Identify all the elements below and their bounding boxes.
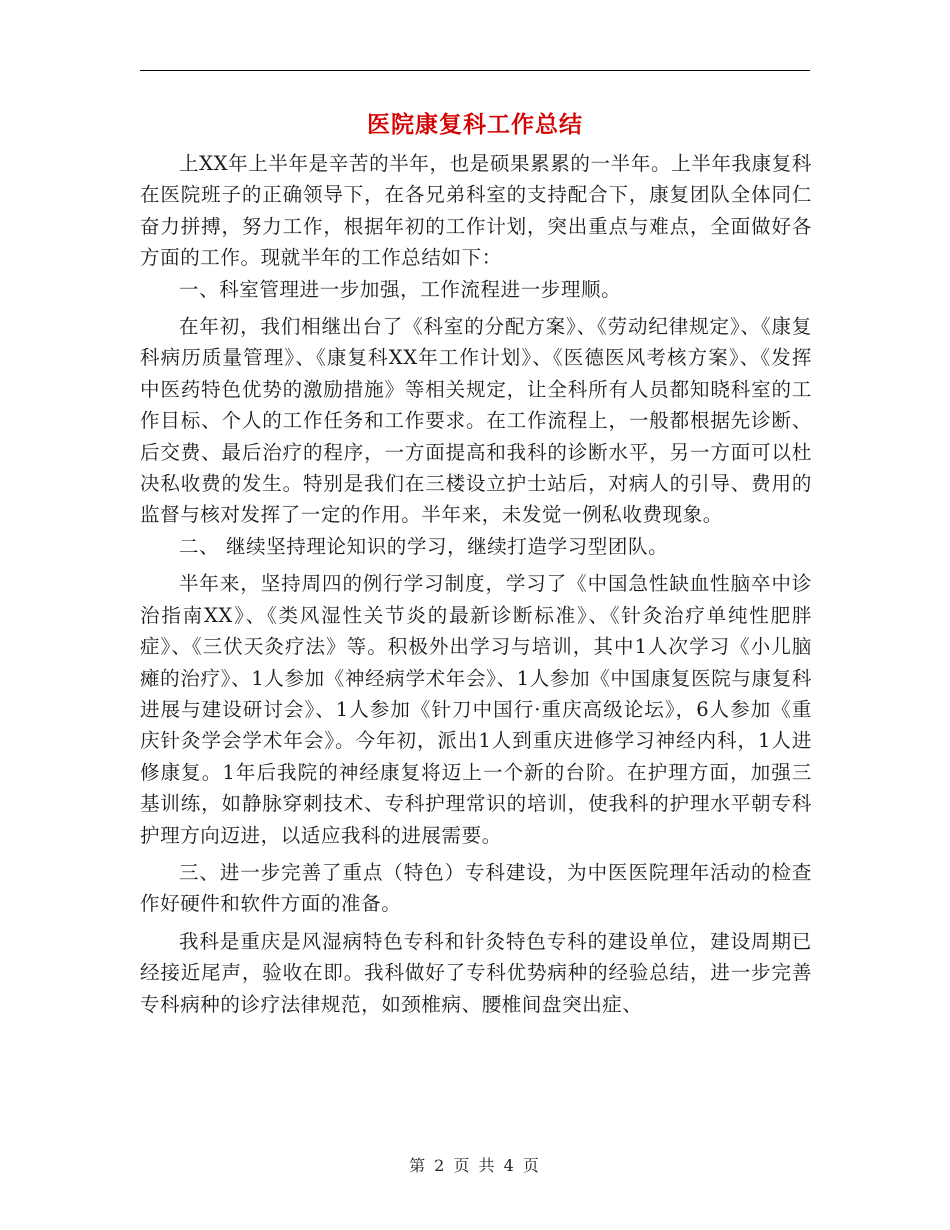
section-heading-1: 一、科室管理进一步加强，工作流程进一步理顺。: [179, 277, 622, 301]
section-heading-3: 三、进一步完善了重点（特色）专科建设，为中医医院理年活动的检查作好硬件和软件方面的准备。: [140, 860, 812, 916]
paragraph-section-1: 在年初，我们相继出台了《科室的分配方案》、《劳动纪律规定》、《康复科病历质量管理》、《康复科XX年工作计划》、《医德医风考核方案》、《发挥中医药特色优势的激励措施》等相关规定，让全科所有人员都知晓科室的工作目标、个人的工作任务和工作要求。在工作流程上，一般都根据先诊断、后交费、最后治疗的程序，一方面提高和我科的诊断水平，另一方面可以杜决私收费的发生。特别是我们在三楼设立护士站后，对病人的引导、费用的监督与核对发挥了一定的作用。半年来，未发觉一例私收费现象。: [140, 315, 812, 527]
section-heading-2: 二、 继续坚持理论知识的学习，继续打造学习型团队。: [179, 534, 669, 558]
document-body: [140, 148, 812, 1020]
paragraph-intro: 上XX年上半年是辛苦的半年，也是硕果累累的一半年。上半年我康复科在医院班子的正确领导下，在各兄弟科室的支持配合下，康复团队全体同仁奋力拼搏，努力工作，根据年初的工作计划，突出重点与难点，全面做好各方面的工作。现就半年的工作总结如下：: [140, 152, 812, 270]
document-title: 医院康复科工作总结: [367, 111, 583, 138]
paragraph-section-3: 我科是重庆是风湿病特色专科和针灸特色专科的建设单位，建设周期已经接近尾声，验收在即。我科做好了专科优势病种的经验总结，进一步完善专科病种的诊疗法律规范，如颈椎病、腰椎间盘突出症、: [140, 929, 812, 1016]
paragraph-section-2: 半年来，坚持周四的例行学习制度，学习了《中国急性缺血性脑卒中诊治指南XX》、《类风湿性关节炎的最新诊断标准》、《针灸治疗单纯性肥胖症》、《三伏天灸疗法》等。积极外出学习与培训，其中1人次学习《小儿脑瘫的治疗》、1人参加《神经病学术年会》、1人参加《中国康复医院与康复科进展与建设研讨会》、1人参加《针刀中国行·重庆高级论坛》，6人参加《重庆针灸学会学术年会》。今年初，派出1人到重庆进修学习神经内科，1人进修康复。1年后我院的神经康复将迈上一个新的台阶。在护理方面，加强三基训练，如静脉穿刺技术、专科护理常识的培训，使我科的护理水平朝专科护理方向迈进，以适应我科的进展需要。: [140, 572, 812, 847]
header-rule: [140, 70, 810, 71]
page-number-footer: 第 2 页 共 4 页: [409, 1156, 541, 1175]
